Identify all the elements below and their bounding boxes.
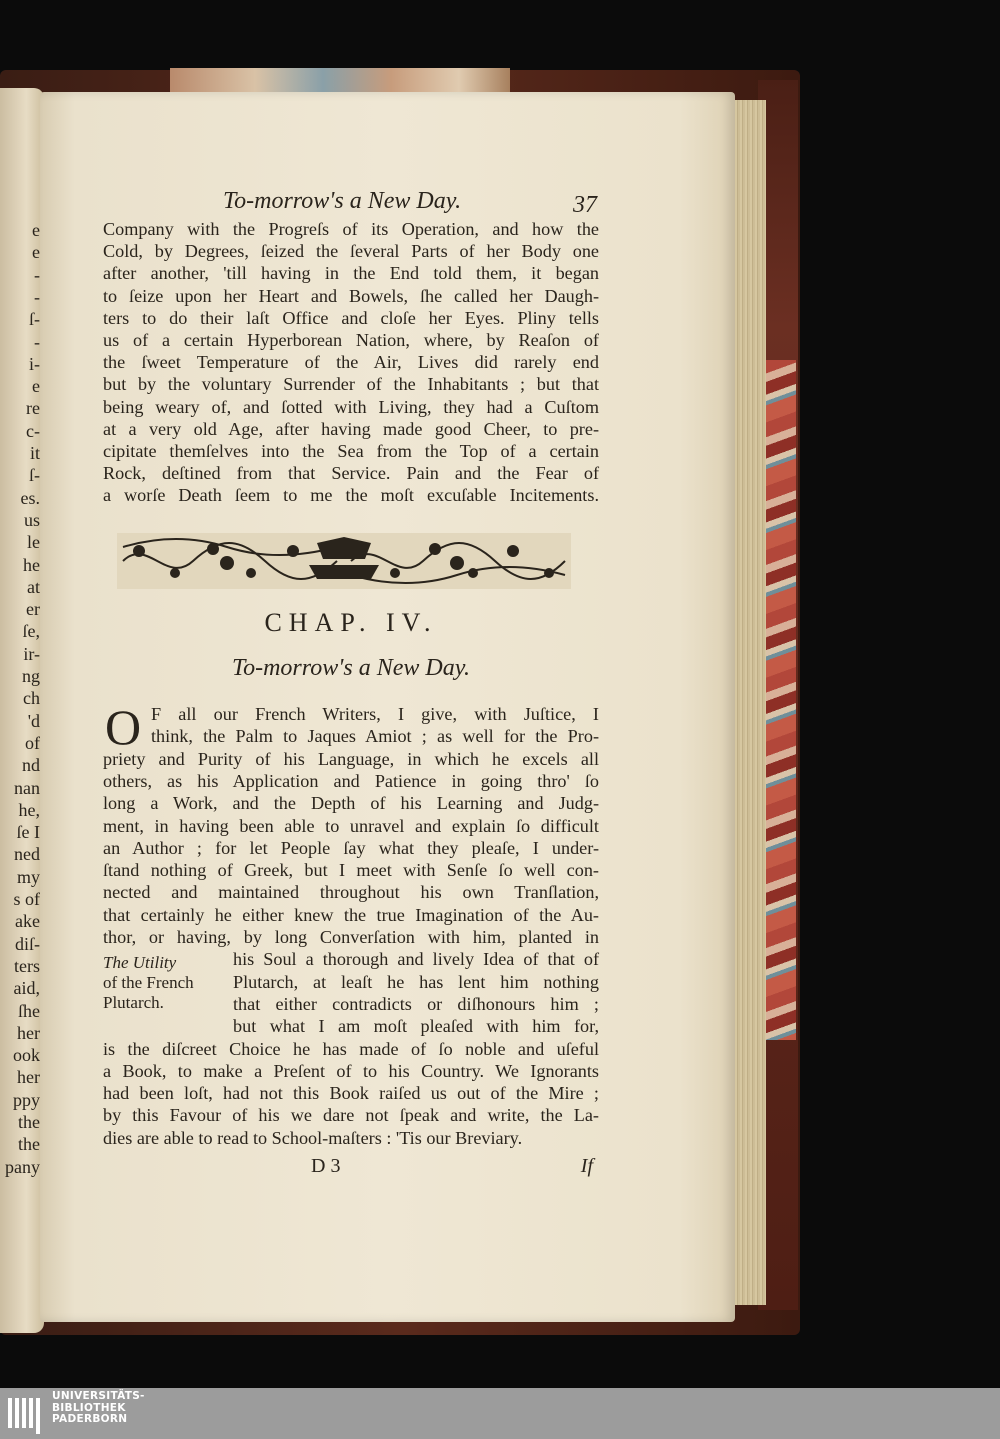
library-name — [52, 1391, 145, 1426]
text-line: Plutarch, at leaſt he has lent him nothing — [233, 971, 599, 992]
left-page-fragment: he, — [18, 799, 40, 820]
library-footer — [0, 1388, 1000, 1439]
left-page-fragment: ſ- — [29, 309, 40, 330]
ornament-headpiece — [117, 533, 571, 589]
library-name-line: PADERBORN — [52, 1413, 128, 1425]
left-page-fragment: aid, — [13, 978, 40, 999]
text-line: long a Work, and the Depth of his Learning and Judg- — [103, 793, 599, 814]
text-line: at a very old Age, after having made good Cheer, to pre- — [103, 418, 599, 439]
catchword: If — [580, 1155, 593, 1177]
marbled-cover-edge — [762, 360, 796, 1040]
drop-cap: O — [105, 699, 142, 755]
text-line: cipitate themſelves into the Sea from the Top of a certain — [103, 441, 599, 461]
left-page-fragment: e — [32, 376, 40, 397]
text-line: is the diſcreet Choice he has made of ſo noble and uſeful — [103, 1038, 599, 1059]
text-line: ters to do their laſt Office and cloſe her Eyes. Pliny tells — [103, 307, 599, 328]
text-line: us of a certain Hyperborean Nation, where, by Reaſon of — [103, 330, 599, 350]
left-page-fragment: e — [32, 220, 40, 240]
marbled-endpaper — [170, 68, 510, 94]
margin-note-line: The Utility — [103, 953, 177, 972]
text-line: others, as his Application and Patience in going thro' ſo — [103, 770, 599, 791]
left-page-fragment: ters — [14, 955, 40, 976]
left-page-fragment: pany — [5, 1156, 40, 1177]
text-line: a Book, to make a Preſent of to his Country. We Ignorants — [103, 1060, 599, 1081]
left-page-fragment: s of — [13, 889, 40, 909]
text-line: a worſe Death ſeem to me the moſt excuſable Incitements. — [103, 485, 599, 506]
library-logo-icon — [6, 1394, 46, 1434]
text-line: F all our French Writers, I give, with Juſtice, I — [151, 704, 599, 724]
chapter-subtitle: To-morrow's a New Day. — [231, 655, 471, 681]
left-page-fragment: es. — [20, 487, 40, 508]
left-page-fragment: ir- — [23, 643, 40, 664]
left-page-fragment: us — [23, 509, 40, 530]
left-page-fragment: he — [23, 554, 40, 575]
left-page-fragment: ppy — [13, 1089, 40, 1110]
left-page-fragment: nd — [22, 755, 40, 776]
left-page-fragment: i- — [29, 353, 40, 374]
text-line: after another, 'till having in the End told them, it began — [103, 263, 599, 284]
text-line: by this Favour of his we dare not ſpeak and write, the La- — [103, 1105, 599, 1126]
left-page-fragment: ned — [14, 844, 40, 865]
left-page-fragment: er — [26, 599, 40, 620]
left-page-fragment: ſe, — [22, 621, 40, 642]
left-page-fragment: - — [34, 286, 40, 307]
text-line: Cold, by Degrees, ſeized the ſeveral Parts of her Body one — [103, 241, 599, 262]
text-line: dies are able to read to School-maſters : 'Tis our Breviary. — [103, 1127, 523, 1148]
chapter-heading: CHAP. IV. — [264, 608, 438, 637]
text-line: that either contradicts or diſhonours him ; — [233, 993, 599, 1014]
left-page-fragment: at — [27, 576, 40, 597]
margin-note-line: Plutarch. — [103, 993, 164, 1012]
text-line: to ſeize upon her Heart and Bowels, ſhe called her Daugh- — [103, 285, 599, 306]
text-line: think, the Palm to Jaques Amiot ; as well for the Pro- — [151, 726, 599, 747]
running-header — [103, 188, 599, 218]
library-name-line: BIBLIOTHEK — [52, 1401, 126, 1414]
left-page-fragment: it — [29, 443, 40, 463]
signature-mark: D 3 — [311, 1155, 341, 1177]
text-line: but by the voluntary Surrender of the Inhabitants ; but that — [103, 374, 599, 395]
left-page-fragment: nan — [14, 777, 40, 798]
text-line: but what I am moſt pleaſed with him for, — [233, 1016, 599, 1037]
text-line: nected and maintained throughout his own Tranſlation, — [103, 882, 599, 903]
margin-note-line: of the French — [103, 973, 194, 992]
left-page-fragment: her — [17, 1022, 40, 1043]
left-page — [0, 88, 44, 1333]
left-page-fragment: the — [18, 1112, 40, 1132]
left-page-fragment: diſ- — [15, 933, 40, 954]
left-page-fragment: of — [25, 732, 40, 753]
running-title: To-morrow's a New Day. — [223, 188, 462, 214]
left-page-fragment: ch — [23, 688, 40, 709]
left-page-fragment: my — [16, 866, 40, 887]
left-page-fragment: ſhe — [18, 1000, 40, 1021]
left-page-fragment: her — [17, 1067, 40, 1088]
left-page-fragment: c- — [26, 420, 40, 441]
text-line: the ſweet Temperature of the Air, Lives did rarely end — [103, 352, 599, 373]
left-page-fragment: ake — [15, 911, 40, 932]
page-edges — [730, 100, 766, 1305]
text-line: ſtand nothing of Greek, but I meet with Senſe ſo well con- — [103, 860, 599, 881]
left-page-fragment: 'd — [27, 710, 40, 731]
left-page-fragment: - — [34, 331, 40, 352]
text-line: ment, in having been able to unravel and explain ſo difficult — [103, 815, 599, 836]
text-line: thor, or having, by long Converſation with him, planted in — [103, 927, 599, 947]
library-name-line: UNIVERSITÄTS- — [52, 1390, 145, 1402]
left-page-fragment: le — [27, 532, 40, 553]
left-page-fragment: e — [32, 242, 40, 263]
text-line: being weary of, and ſotted with Living, they had a Cuſtom — [103, 396, 599, 417]
text-line: his Soul a thorough and lively Idea of that of — [233, 949, 599, 970]
left-page-fragment: - — [34, 264, 40, 285]
left-page-fragment: the — [18, 1134, 40, 1155]
text-line: priety and Purity of his Language, in which he excels all — [103, 748, 599, 769]
left-page-fragment: ook — [13, 1045, 40, 1066]
text-line: Rock, deſtined from that Service. Pain and the Fear of — [103, 463, 599, 484]
left-page-fragment: ſ- — [29, 465, 40, 486]
left-page-fragment: ng — [22, 666, 40, 686]
page-number: 37 — [573, 192, 597, 218]
text-line: had been loſt, had not this Book raiſed us out of the Mire ; — [103, 1083, 599, 1104]
left-page-fragment: ſe I — [16, 822, 40, 843]
text-line: Company with the Progreſs of its Operation, and how the — [103, 219, 599, 239]
text-line: an Author ; for let People ſay what they pleaſe, I under- — [103, 837, 599, 858]
left-page-fragment: re — [26, 398, 40, 419]
text-line: that certainly he either knew the true Imagination of the Au- — [103, 904, 599, 925]
